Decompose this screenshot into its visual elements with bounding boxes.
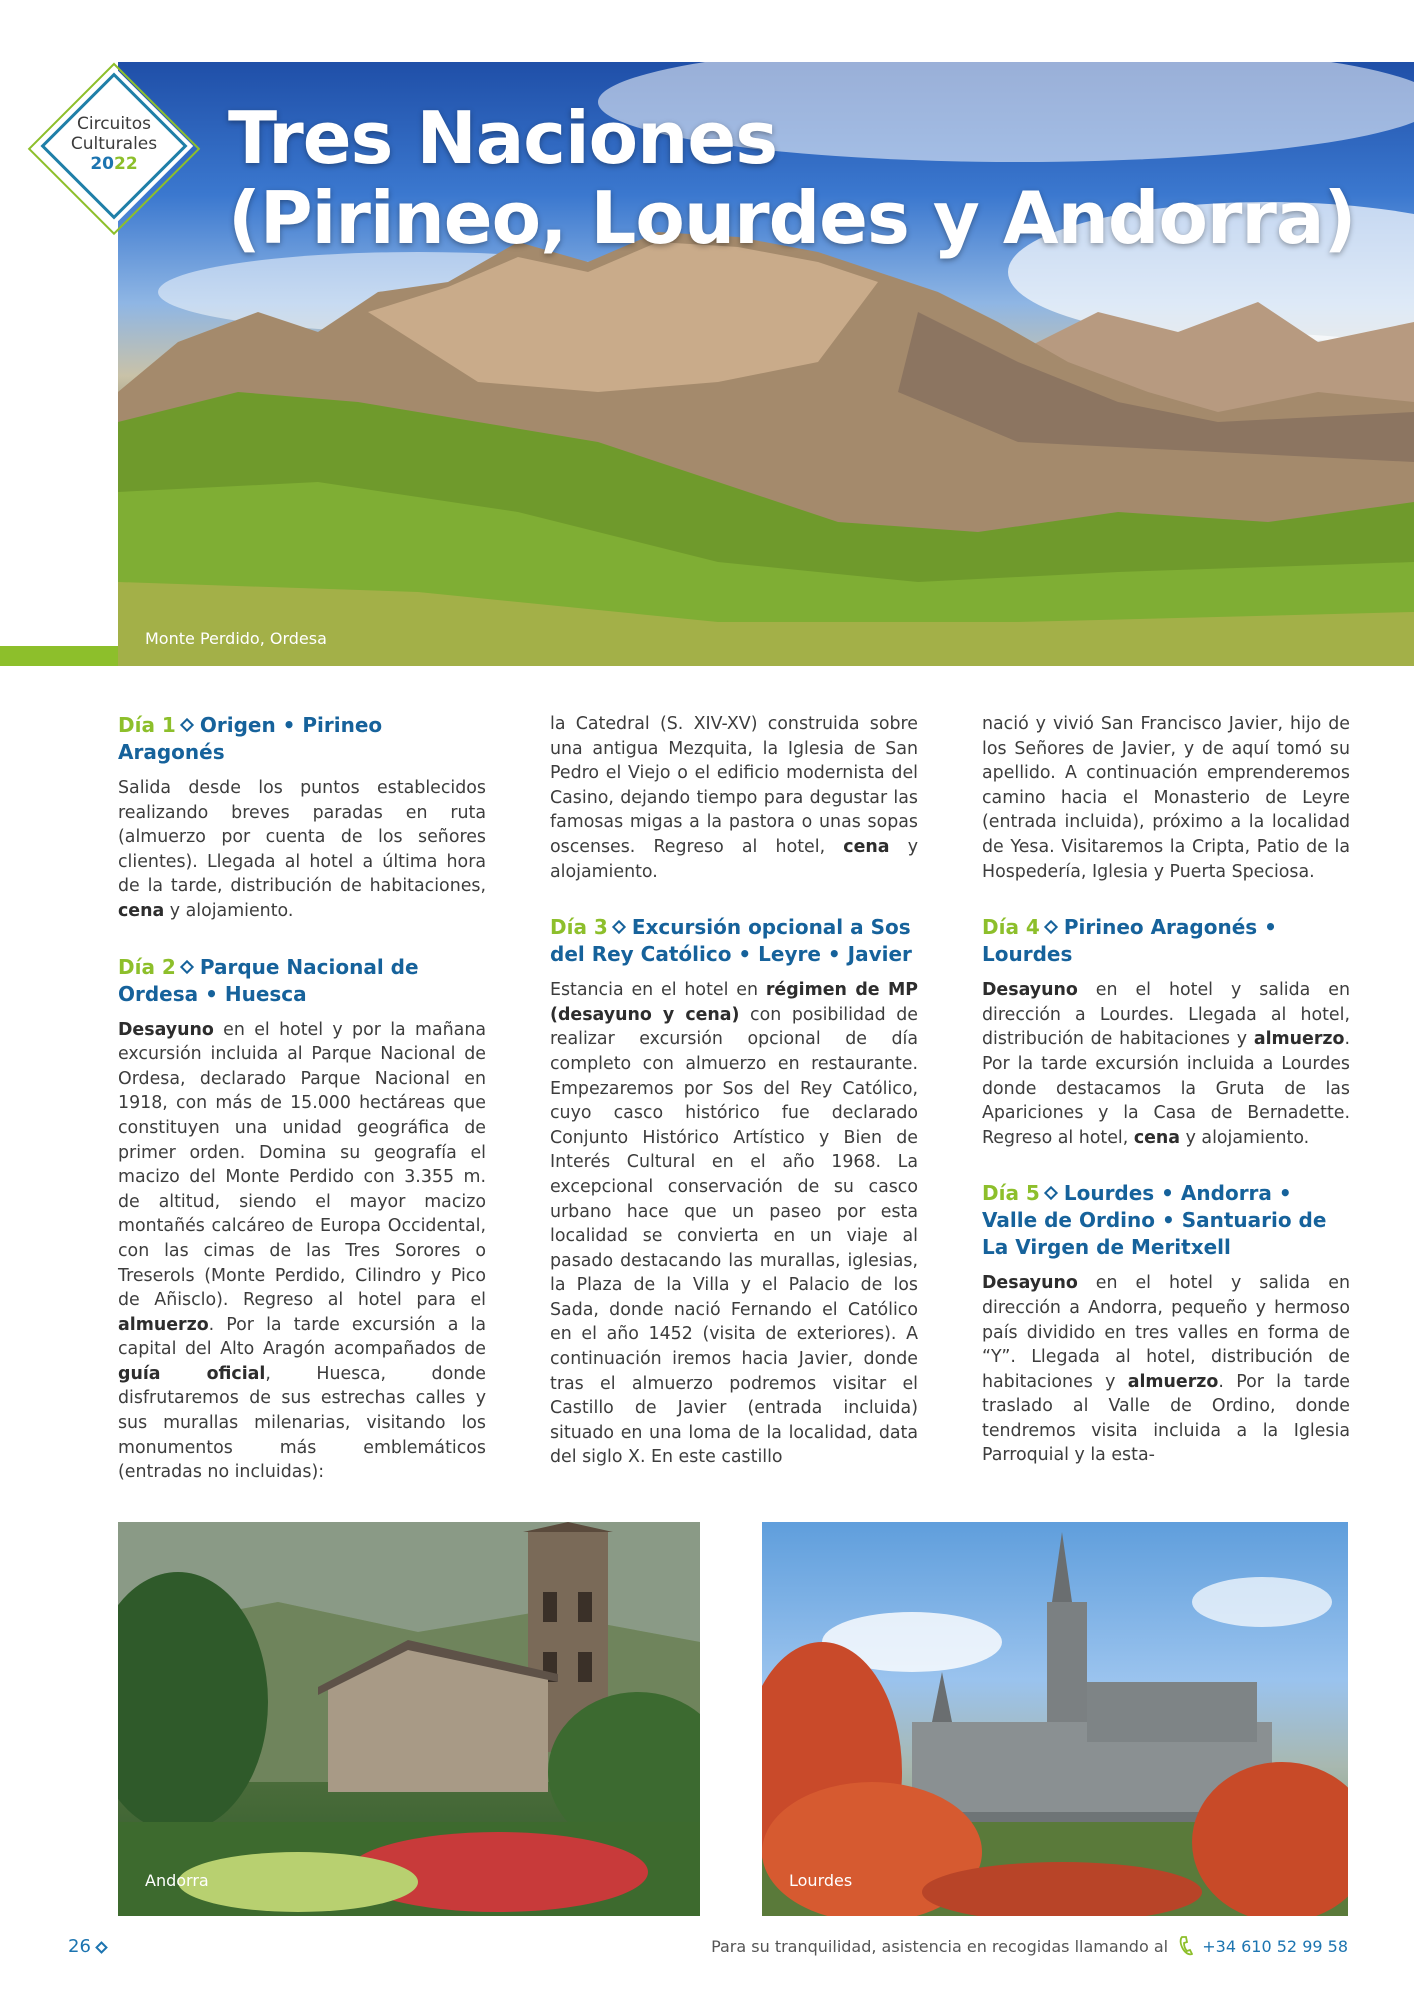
day-3-text: Estancia en el hotel en régimen de MP (desayuno y cena) con posibilidad de realizar excursión opcional de día completo con almuerzo en restaurante. Empezaremos por Sos del Rey Católico, cuyo casco histórico fue declarado Conjunto Histórico Artístico y Bien de Interés Cultural en el año 1968. La excepcional conservación de su casco urbano hace que un paseo por esta localidad se convierta en un viaje al pasado destacando las murallas, iglesias, la Plaza de la Villa y el Palacio de los Sada, donde nació Fernando el Católico en el año 1452 (visita de exteriores). A continuación iremos hacia Javier, donde tras el almuerzo podremos visitar el Castillo de Javier (entrada incluida) situado en una loma de la localidad, data del siglo X. En este castillo [550, 980, 918, 1468]
badge-line-2: Culturales [70, 134, 158, 154]
andorra-photo [118, 1522, 700, 1916]
badge-year-b: 22 [114, 154, 138, 174]
badge-line-1: Circuitos [77, 114, 151, 134]
footer-note-text: Para su tranquilidad, asistencia en recogidas llamando al [711, 1937, 1169, 1956]
church-image [118, 1522, 700, 1916]
day-4-heading [982, 914, 1350, 968]
day-2-text-continued: la Catedral (S. XIV-XV) construida sobre una antigua Mezquita, la Iglesia de San Pedro el Viejo o el edificio modernista del Casino, dejando tiempo para degustar las famosas migas a la pastora o unas sopas oscenses. Regreso al hotel, cena y alojamiento. [550, 714, 918, 882]
accent-bar [0, 646, 118, 666]
badge-year-a: 20 [90, 154, 114, 174]
page-title [228, 98, 1398, 258]
diamond-icon [1044, 1186, 1058, 1200]
day-3-text-continued: nació y vivió San Francisco Javier, hijo de los Señores de Javier, y de aquí tomó su apellido. A continuación emprenderemos camino hacia el Monasterio de Leyre (entrada incluida), próximo a la localidad de Yesa. Visitaremos la Cripta, Patio de la Hospedería, Iglesia y Puerta Speciosa. [982, 714, 1350, 882]
day-number: Día 2 [118, 954, 176, 979]
column-3 [982, 712, 1350, 1498]
page-number-value: 26 [68, 1936, 91, 1957]
badge-text [30, 114, 198, 174]
day-title: Origen • Pirineo Aragonés [118, 713, 383, 764]
footer-note [711, 1936, 1348, 1956]
badge-year [30, 154, 198, 174]
day-5-heading [982, 1180, 1350, 1261]
day-title: Excursión opcional a Sos del Rey Católico • Leyre • Javier [550, 915, 912, 967]
basilica-image [762, 1522, 1348, 1916]
day-number: Día 4 [982, 915, 1040, 940]
column-1 [118, 712, 486, 1515]
diamond-icon [612, 920, 626, 934]
day-number: Día 5 [982, 1181, 1040, 1206]
title-line-2: (Pirineo, Lourdes y Andorra) [228, 176, 1356, 260]
day-3-heading [550, 914, 918, 968]
diamond-icon [180, 718, 194, 732]
day-2-text: Desayuno en el hotel y por la mañana excursión incluida al Parque Nacional de Ordesa, declarado Parque Nacional en 1918, con más de 15.000 hectáreas que constituyen una unidad geográfica de primer orden. Domina su geografía el macizo del Monte Perdido con 3.355 m. de altitud, siendo el mayor macizo montañés calcáreo de Europa Occidental, con las cimas de las Tres Sorores o Treserols (Monte Perdido, Cilindro y Pico de Añisclo). Regreso al hotel para el almuerzo. Por la tarde excursión a la capital del Alto Aragón acompañados de guía oficial, Huesca, donde disfrutaremos de sus estrechas calles y sus murallas milenarias, visitando los monumentos más emblemáticos (entradas no incluidas): [118, 1019, 486, 1483]
column-2 [550, 712, 918, 1500]
andorra-caption: Andorra [145, 1871, 209, 1890]
day-number: Día 3 [550, 915, 608, 940]
day-title: Pirineo Aragonés • Lourdes [982, 915, 1277, 967]
diamond-icon [1044, 920, 1058, 934]
title-line-1: Tres Naciones [228, 96, 778, 180]
page-number [68, 1936, 106, 1957]
circuitos-badge [30, 62, 198, 230]
hero-caption: Monte Perdido, Ordesa [145, 629, 327, 648]
day-number: Día 1 [118, 713, 176, 737]
day-4-text: Desayuno en el hotel y salida en dirección a Lourdes. Llegada al hotel, distribución de habitaciones y almuerzo. Por la tarde excursión incluida a Lourdes donde destacamos la Gruta de las Apariciones y la Casa de Bernadette. Regreso al hotel, cena y alojamiento. [982, 980, 1350, 1148]
diamond-icon [95, 1941, 108, 1954]
diamond-icon [180, 959, 194, 973]
phone-number[interactable]: +34 610 52 99 58 [1202, 1937, 1348, 1956]
day-2-heading [118, 954, 486, 1008]
day-title: Lourdes • Andorra • Valle de Ordino • Santuario de La Virgen de Meritxell [982, 1181, 1327, 1260]
day-5-text: Desayuno en el hotel y salida en dirección a Andorra, pequeño y hermoso país dividido en tres valles en forma de “Y”. Llegada al hotel, distribución de habitaciones y almuerzo. Por la tarde traslado al Valle de Ordino, donde tendremos visita incluida a la Iglesia Parroquial y la esta- [982, 1273, 1350, 1466]
lourdes-photo [762, 1522, 1348, 1916]
day-title: Parque Nacional de Ordesa • Huesca [118, 954, 419, 1006]
phone-icon [1179, 1936, 1193, 1956]
lourdes-caption: Lourdes [789, 1871, 853, 1890]
day-1-text: Salida desde los puntos establecidos realizando breves paradas en ruta (almuerzo por cuenta de los señores clientes). Llegada al hotel a última hora de la tarde, distribución de habitaciones, cena y alojamiento. [118, 778, 486, 921]
day-1-heading [118, 712, 486, 766]
